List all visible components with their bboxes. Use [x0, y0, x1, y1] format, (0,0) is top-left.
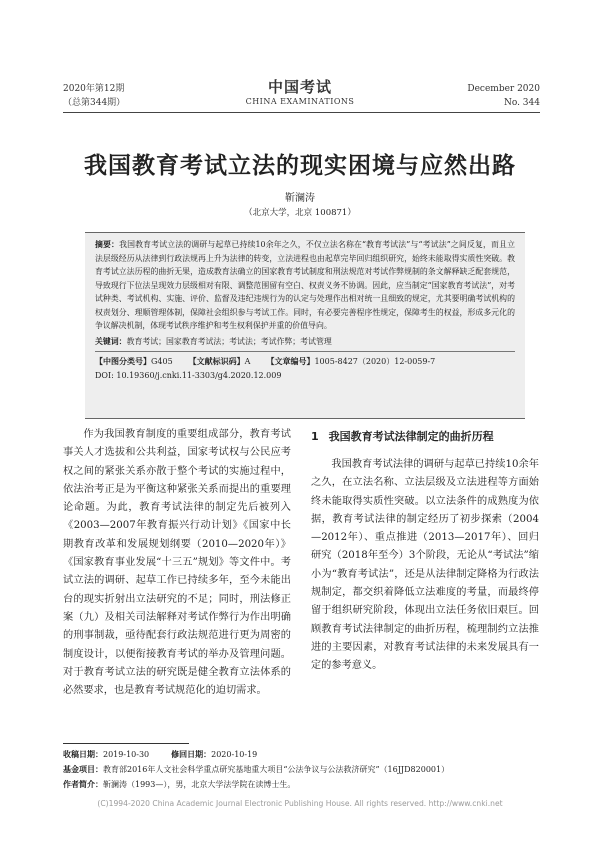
header-rule: [63, 112, 540, 113]
footnote-rule: [63, 743, 189, 744]
article-number: 【文章编号】1005-8427（2020）12-0059-7: [266, 356, 436, 366]
section-title: 我国教育考试法律制定的曲折历程: [328, 430, 494, 443]
journal-name-en: CHINA EXAMINATIONS: [245, 97, 355, 106]
fund-row: 基金项目：教育部2016年人文社会科学重点研究基地重大项目“公法争议与公法救济研究”（16JJD820001）: [63, 764, 450, 774]
issue-month: December 2020: [467, 84, 540, 94]
issue-total: （总第344期）: [63, 98, 126, 108]
keywords: [95, 335, 515, 349]
issue-info-right: [467, 82, 540, 110]
clc-code: 【中图分类号】G405: [95, 356, 173, 366]
keywords-text: 教育考试；国家教育考试法；考试法；考试作弊；考试管理: [126, 336, 332, 346]
intro-paragraph: 作为我国教育制度的重要组成部分，教育考试事关人才选拔和公共利益，国家考试权与公民应考权之间的紧张关系亦散于整个考试的实施过程中，依法治考正是为平衡这种紧张关系而提出的重要理论命题。为此，教育考试法律的制定先后被列入《2003—2007年教育振兴行动计划》《国家中长期教育改革和发展规划纲要（2010—2020年）》《国家教育事业发展“十三五”规划》等文件中。考试立法的调研、起草工作已持续多年，至今未能出台的现实折射出立法研究的不足；同时，刑法修正案（九）及相关司法解释对考试作弊行为作出明确的刑事制裁，亟待配套行政法规范进行更为周密的制度设计，以便衔接教育考试的举办及管理问题。对于教育考试立法的研究既是健全教育立法体系的必然要求，也是教育考试规范化的迫切需求。: [63, 429, 291, 697]
abstract: [95, 238, 515, 333]
revised-date: 2020-10-19: [211, 750, 258, 759]
issue-number: 2020年第12期: [63, 84, 125, 94]
abstract-text: 我国教育考试立法的调研与起草已持续10余年之久，不仅立法名称在“教育考试法”与“考试法”之间反复，而且立法层级经历从法律到行政法规再上升为法律的转变，立法进程也由起草完毕回归组织研究，始终未能取得实质性突破。教育考试立法历程的曲折无果，造成教育法确立的国家教育考试制度和刑法规范对考试作弊规制的条文解释缺乏配套规范，导致现行下位法呈现效力层级相对有限、调整范围留有空白、权责义务不协调。因此，应当制定“国家教育考试法”，对考试种类、考试机构、实施、评价、监督及违纪违规行为的认定与处理作出相对统一且细致的规定，尤其要明确考试机构的权责划分、理顺管理体制，保障社会组织参与考试工作。同时，有必要完善程序性规定，保障考生的权益，形成多元化的争议解决机制，体现考试秩序维护和考生权利保护并重的价值导向。: [95, 240, 515, 330]
section-number: 1: [311, 430, 319, 443]
author-bio-row: 作者简介：靳澜涛（1993—），男，北京大学法学院在读博士生。: [63, 779, 296, 789]
journal-logo: 中国考试: [267, 78, 332, 96]
article-title: 我国教育考试立法的现实困境与应然出路: [84, 152, 516, 179]
abstract-label: 摘要：: [95, 240, 120, 249]
abstract-divider: [95, 351, 515, 352]
author-affiliation: （北京大学，北京 100871）: [244, 208, 356, 218]
section-heading: [311, 429, 494, 445]
keywords-label: 关键词：: [95, 336, 127, 346]
received-date: 2019-10-30: [103, 750, 150, 759]
section-paragraph: 我国教育考试法律的调研与起草已持续10余年之久，在立法名称、立法层级及立法进程等方面始终未能取得实质性突破。以立法条件的成熟度为依据，教育考试法律的制定经历了初步探索（2004—2012年）、重点推进（2013—2017年）、回归研究（2018年至今）3个阶段，无论从“考试法”缩小为“教育考试法”，还是从法律制定降格为行政法规制定，都交织着降低立法难度的考量，而最终停留于组织研究阶段，体现出立法任务依旧艰巨。回顾教育考试法律制定的曲折历程，梳理制约立法推进的主要因素，对教育考试法律的未来发展具有一定的参考意义。: [311, 459, 539, 672]
fund-text: 教育部2016年人文社会科学重点研究基地重大项目“公法争议与公法救济研究”（16JJD820001）: [103, 765, 450, 774]
doi: DOI: 10.19360/j.cnki.11-3303/g4.2020.12.009: [95, 371, 282, 380]
classification-row: [95, 354, 515, 369]
footnotes: [63, 747, 543, 792]
abstract-box: [85, 232, 525, 419]
issue-no: No. 344: [503, 98, 540, 108]
article-author: 靳澜涛: [285, 193, 315, 204]
document-code: 【文献标识码】A: [188, 356, 251, 366]
copyright-footer: (C)1994-2020 China Academic Journal Electronic Publishing House. All rights reserved. http://www.cnki.net: [97, 799, 503, 808]
author-bio: 靳澜涛（1993—），男，北京大学法学院在读博士生。: [103, 780, 296, 789]
dates-row: 收稿日期：2019-10-30 修回日期：2020-10-19: [63, 749, 258, 759]
